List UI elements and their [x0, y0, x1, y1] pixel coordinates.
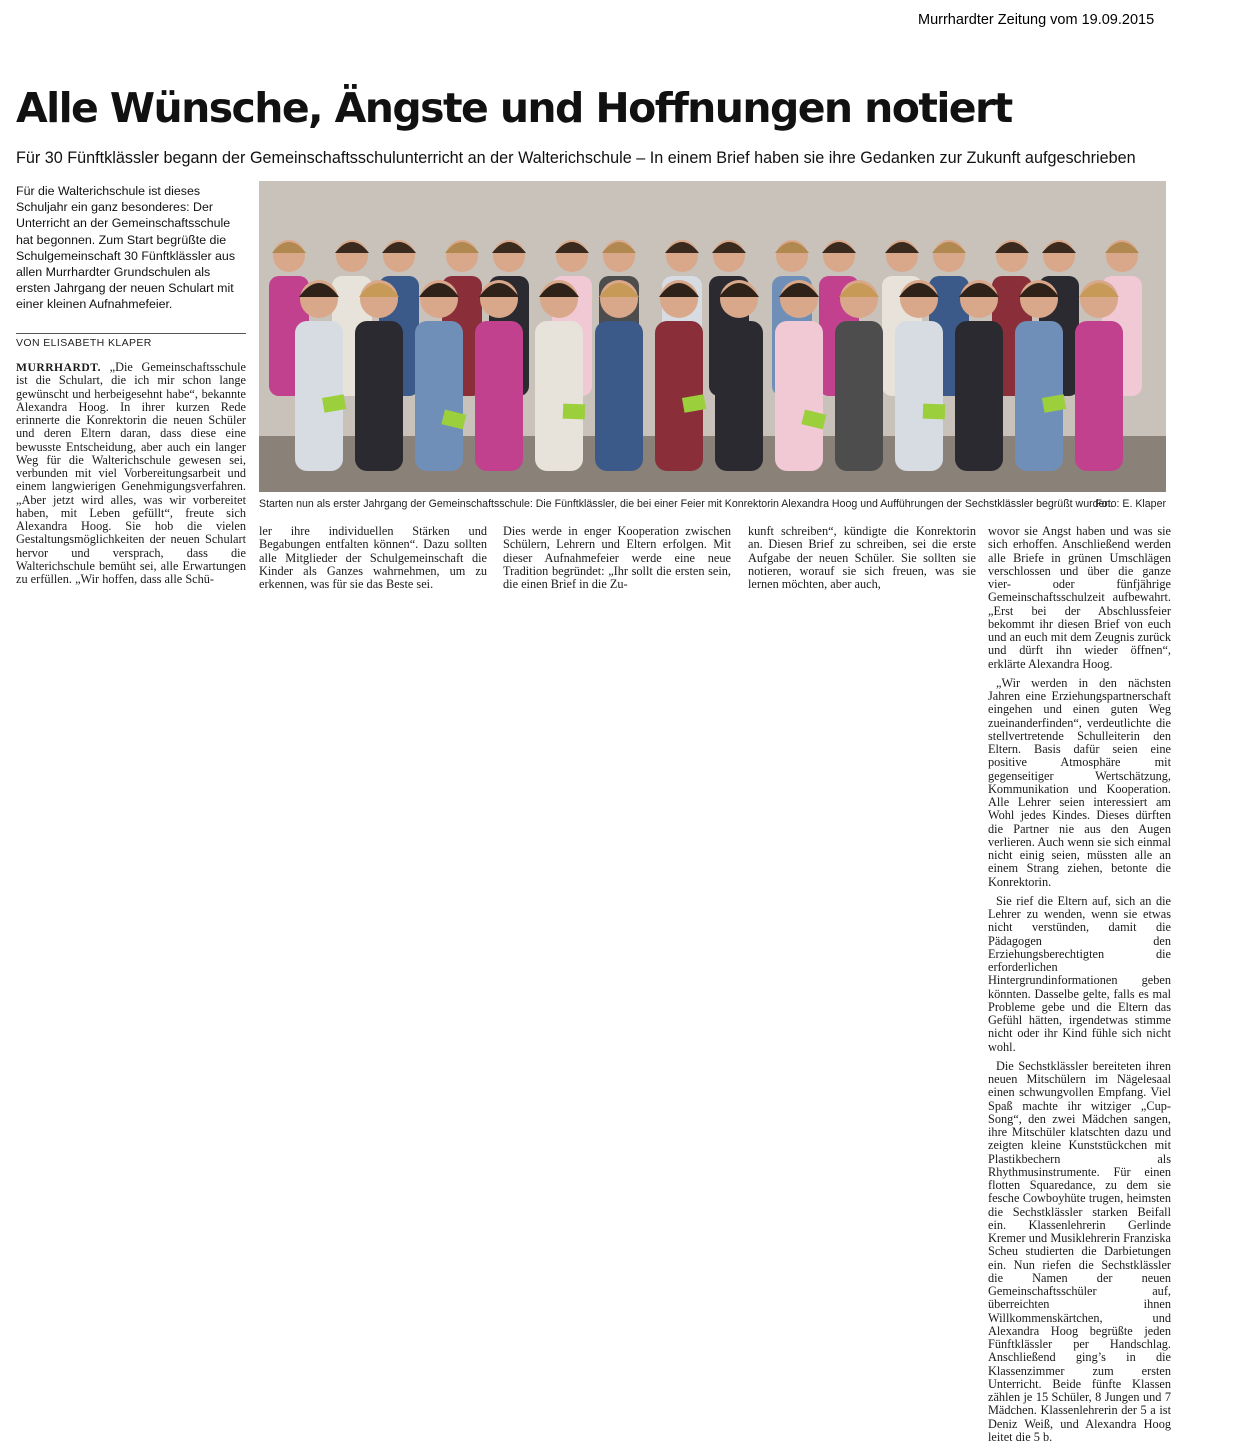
person-body [895, 321, 943, 471]
person-body [775, 321, 823, 471]
class-photo-illustration [259, 181, 1166, 492]
article-column-2 [259, 525, 487, 591]
photo-caption-row [259, 498, 1166, 510]
column-5-paragraph: Sie rief die Eltern auf, sich an die Lehrer zu wenden, wenn sie etwas nicht verstünden, damit die Pädagogen den Erziehungsberechtigten die erforderlichen Hintergrundinformationen geben könnten. Dasselbe gelte, falls es mal Probleme gebe und die Eltern das Gefühl hätten, irgendetwas stimme nicht oder ihr Kind fühle sich nicht wohl. [988, 893, 1171, 1054]
person-body [475, 321, 523, 471]
column-1-text: „Die Gemeinschaftsschule ist die Schulart, die ich mir schon lange gewünscht und herbeigesehnt habe“, bekannte Alexandra Hoog. In ihrer kurzen Rede erinnerte die Konrektorin die neuen Schüler und deren Eltern daran, dass diese eine bewusste Entscheidung, aber auch ein langer Weg für die Walterichschule gewesen sei, verbunden mit viel Vorbereitungsarbeit und einem langwierigen Genehmigungsverfahren. „Aber jetzt wird alles, was wir vorbereitet haben, mit Leben gefüllt“, freute sich Alexandra Hoog. Sie hob die vielen Gestaltungsmöglichkeiten der neuen Schulart hervor und versprach, dass die Walterichschule bemüht sei, alle Erwartungen zu erfüllen. „Wir hoffen, dass alle Schü- [16, 360, 247, 586]
article-column-3 [503, 525, 731, 591]
person-body [355, 321, 403, 471]
person-body [535, 321, 583, 471]
subheadline: Für 30 Fünftklässler begann der Gemeinschaftsschulunterricht an der Walterichschule – In einem Brief haben sie ihre Gedanken zur Zukunft aufgeschrieben [16, 149, 1136, 167]
dateline: MURRHARDT. [16, 361, 101, 374]
intro-paragraph: Für die Walterichschule ist dieses Schuljahr ein ganz besonderes: Der Unterricht an der Gemeinschaftsschule hat begonnen. Zum Start begrüßte die Schulgemeinschaft 30 Fünftklässler aus allen Murrhardter Grundschulen als ersten Jahrgang der neuen Schulart mit einer kleinen Aufnahmefeier. [16, 184, 236, 312]
green-envelope [563, 404, 586, 420]
green-envelope [923, 404, 946, 420]
article-column-4 [748, 525, 976, 591]
person-body [415, 321, 463, 471]
column-5-paragraph: „Wir werden in den nächsten Jahren eine Erziehungspartnerschaft eingehen und einen guten Weg zueinanderfinden“, verdeutlichte die stellvertretende Schulleiterin den Eltern. Basis dafür seien eine positive Atmosphäre mit gegenseitiger Wertschätzung, Kommunikation und Kooperation. Alle Lehrer seien interessiert am Wohl jedes Kindes. Dieses dürften die Partner nie aus den Augen verlieren. Auch wenn sie sich einmal nicht einig seien, müssten alle an einem Strang ziehen, betonte die Konrektorin. [988, 675, 1171, 889]
article-column-5 [988, 525, 1171, 1450]
photo-credit: Foto: E. Klaper [1095, 498, 1166, 510]
headline: Alle Wünsche, Ängste und Hoffnungen notiert [16, 84, 1012, 132]
column-4-text: kunft schreiben“, kündigte die Konrektorin an. Diesen Brief zu schreiben, sei die erste Aufgabe der neuen Schüler. Sie sollten sie notieren, worauf sie sich freuen, was sie lernen möchten, aber auch, [748, 524, 976, 591]
byline: VON ELISABETH KLAPER [16, 333, 246, 349]
column-2-text: ler ihre individuellen Stärken und Begabungen entfalten können“. Dazu sollten alle Mitglieder der Schulgemeinschaft die Kinder als Ganzes wahrnehmen, um zu erkennen, was für sie das Beste sei. [259, 524, 487, 591]
column-5-paragraph: Die Sechstklässler bereiteten ihren neuen Mitschülern im Nägelesaal einen schwungvollen Empfang. Viel Spaß machte ihr witziger „Cup-Song“, den zwei Mädchen sangen, ihre Mitschüler klatschten dazu und zeigten kleine Kunststückchen mit Plastikbechern als Rhythmusinstrumente. Für einen flotten Squaredance, zu dem sie fesche Cowboyhüte trugen, heimsten die Sechstklässler starken Beifall ein. Klassenlehrerin Gerlinde Kremer und Musiklehrerin Franziska Scheu studierten die Darbietungen ein. Nun riefen die Sechstklässler die Namen der neuen Gemeinschaftsschüler auf, überreichten ihnen Willkommenskärtchen, und Alexandra Hoog begrüßte jeden Fünftklässler per Handschlag. Anschließend ging’s in die Klassenzimmer zum ersten Unterricht. Beide fünfte Klassen zählen je 15 Schüler, 8 Jungen und 7 Mädchen. Klassenlehrerin der 5 a ist Deniz Weiß, und Alexandra Hoog leitet die 5 b. [988, 1058, 1171, 1444]
person-body [595, 321, 643, 471]
person-body [715, 321, 763, 471]
column-5-paragraph: wovor sie Angst haben und was sie sich erhoffen. Anschließend werden alle Briefe in grünen Umschlägen verschlossen und über die ganze vier- oder fünfjährige Gemeinschaftsschulzeit aufbewahrt. „Erst bei der Abschlussfeier bekommt ihr diesen Brief von euch und an euch mit dem Zeugnis zurück und dürft ihn wieder öffnen“, erklärte Alexandra Hoog. [988, 524, 1171, 671]
class-photo [259, 181, 1166, 492]
person-body [835, 321, 883, 471]
source-line: Murrhardter Zeitung vom 19.09.2015 [918, 12, 1155, 28]
article-column-1 [16, 361, 246, 586]
column-3-text: Dies werde in enger Kooperation zwischen Schülern, Lehrern und Eltern erfolgen. Mit dieser Aufnahmefeier werde eine neue Tradition begründet: „Ihr sollt die ersten sein, die einen Brief in die Zu- [503, 524, 731, 591]
person-body [1075, 321, 1123, 471]
photo-caption: Starten nun als erster Jahrgang der Gemeinschaftsschule: Die Fünftklässler, die bei einer Feier mit Konrektorin Alexandra Hoog und Aufführungen der Sechstklässler begrüßt wurden. [259, 498, 1114, 510]
person-body [955, 321, 1003, 471]
